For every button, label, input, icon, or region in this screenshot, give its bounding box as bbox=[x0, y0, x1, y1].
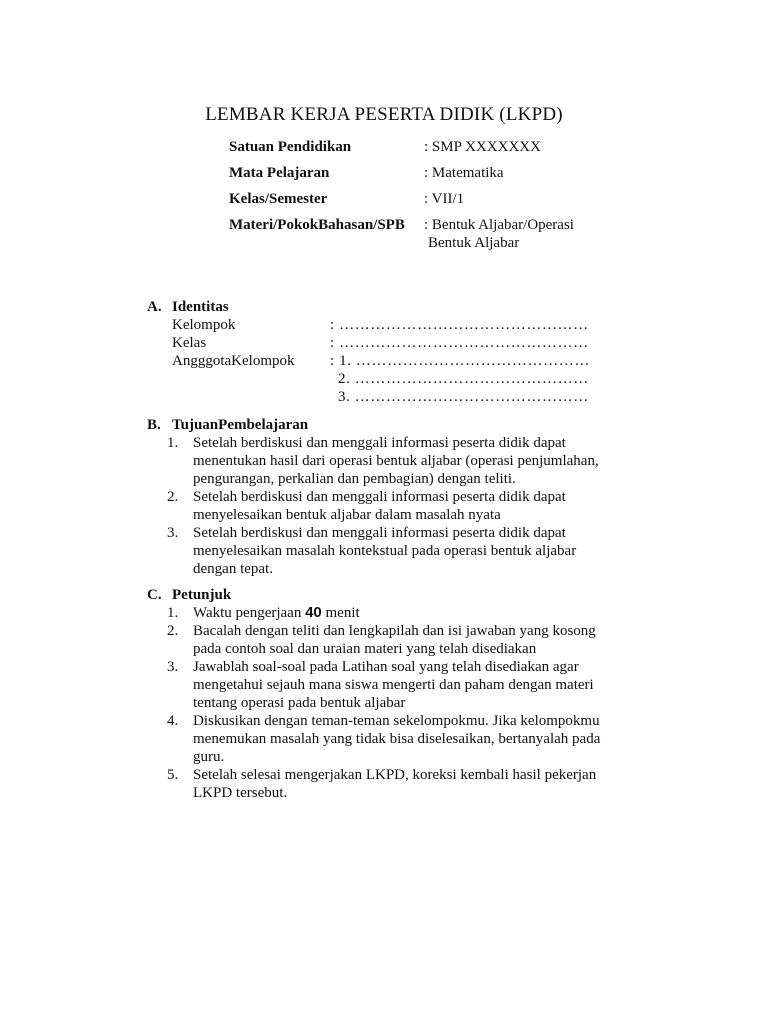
list-item bbox=[167, 622, 617, 658]
info-label: Materi/PokokBahasan/SPB bbox=[229, 217, 405, 233]
info-value: : Matematika bbox=[424, 165, 504, 181]
list-text-part: Waktu pengerjaan bbox=[193, 605, 306, 621]
section-heading bbox=[147, 416, 617, 434]
list-number: 2. bbox=[167, 489, 179, 505]
identity-row-group bbox=[147, 316, 617, 334]
info-label: Mata Pelajaran bbox=[229, 165, 330, 181]
section-heading bbox=[147, 298, 617, 316]
list-text: Setelah berdiskusi dan menggali informasi peserta didik dapat menyelesaikan bentuk aljabar dalam masalah nyata bbox=[193, 489, 566, 523]
section-heading bbox=[147, 586, 617, 604]
list-text: Bacalah dengan teliti dan lengkapilah dan isi jawaban yang kosong pada contoh soal dan uraian materi yang telah disediakan bbox=[193, 623, 596, 657]
member-blank-field: : 1. ……………………………………… bbox=[330, 353, 590, 369]
list-item bbox=[167, 524, 617, 578]
section-letter: A. bbox=[147, 299, 162, 315]
section-title: Identitas bbox=[172, 299, 229, 315]
page-title: LEMBAR KERJA PESERTA DIDIK (LKPD) bbox=[205, 104, 563, 125]
list-item bbox=[167, 766, 617, 802]
list-number: 2. bbox=[167, 623, 179, 639]
info-row-class bbox=[229, 190, 609, 208]
list-text-part: menit bbox=[321, 605, 360, 621]
list-number: 4. bbox=[167, 713, 179, 729]
group-blank-field: : ………………………………………… bbox=[330, 317, 589, 333]
class-blank-field: : ………………………………………… bbox=[330, 335, 589, 351]
section-tujuan bbox=[147, 416, 617, 578]
list-number: 1. bbox=[167, 605, 179, 621]
info-value bbox=[424, 216, 609, 252]
info-row-topic bbox=[229, 216, 609, 252]
objectives-list bbox=[147, 434, 617, 578]
identity-label: AngggotaKelompok bbox=[172, 353, 295, 369]
list-number: 1. bbox=[167, 435, 179, 451]
section-title: Petunjuk bbox=[172, 587, 232, 603]
info-value: : VII/1 bbox=[424, 191, 465, 207]
info-row-subject bbox=[229, 164, 609, 182]
info-label: Kelas/Semester bbox=[229, 191, 328, 207]
list-item bbox=[167, 658, 617, 712]
info-value-line1: : Bentuk Aljabar/Operasi bbox=[424, 217, 574, 233]
identity-row-members bbox=[147, 352, 617, 370]
section-petunjuk bbox=[147, 586, 617, 802]
instructions-list bbox=[147, 604, 617, 802]
info-value-line2: Bentuk Aljabar bbox=[428, 235, 520, 251]
section-identitas bbox=[147, 298, 617, 406]
list-item bbox=[167, 434, 617, 488]
identity-label: Kelompok bbox=[172, 317, 236, 333]
info-row-school bbox=[229, 138, 609, 156]
member-blank-field: 2. ……………………………………… bbox=[338, 371, 589, 387]
section-title: TujuanPembelajaran bbox=[172, 417, 309, 433]
list-text: Setelah berdiskusi dan menggali informasi peserta didik dapat menyelesaikan masalah kontekstual pada operasi bentuk aljabar dengan tepat. bbox=[193, 525, 577, 577]
identity-label: Kelas bbox=[172, 335, 207, 351]
list-item bbox=[167, 488, 617, 524]
list-text: Setelah selesai mengerjakan LKPD, koreksi kembali hasil pekerjan LKPD tersebut. bbox=[193, 767, 597, 801]
section-letter: C. bbox=[147, 587, 162, 603]
member-blank-field: 3. ……………………………………… bbox=[338, 389, 589, 405]
info-label: Satuan Pendidikan bbox=[229, 139, 352, 155]
list-text: Diskusikan dengan teman-teman sekelompokmu. Jika kelompokmu menemukan masalah yang tidak bisa diselesaikan, bertanyalah pada guru. bbox=[193, 713, 601, 765]
list-number: 3. bbox=[167, 525, 179, 541]
list-text: Jawablah soal-soal pada Latihan soal yang telah disediakan agar mengetahui sejauh mana siswa mengerti dan paham dengan materi tentang operasi pada bentuk aljabar bbox=[193, 659, 594, 711]
identity-row-class bbox=[147, 334, 617, 352]
list-item bbox=[167, 712, 617, 766]
list-number: 5. bbox=[167, 767, 179, 783]
list-item bbox=[167, 604, 617, 622]
info-value: : SMP XXXXXXX bbox=[424, 139, 541, 155]
list-number: 3. bbox=[167, 659, 179, 675]
duration-number: 40 bbox=[305, 604, 322, 621]
list-text: Setelah berdiskusi dan menggali informasi peserta didik dapat menentukan hasil dari operasi bentuk aljabar (operasi penjumlahan, pengurangan, perkalian dan pembagian) dengan teliti. bbox=[193, 435, 599, 487]
header-info bbox=[229, 138, 609, 260]
section-letter: B. bbox=[147, 417, 161, 433]
list-text bbox=[193, 604, 617, 622]
